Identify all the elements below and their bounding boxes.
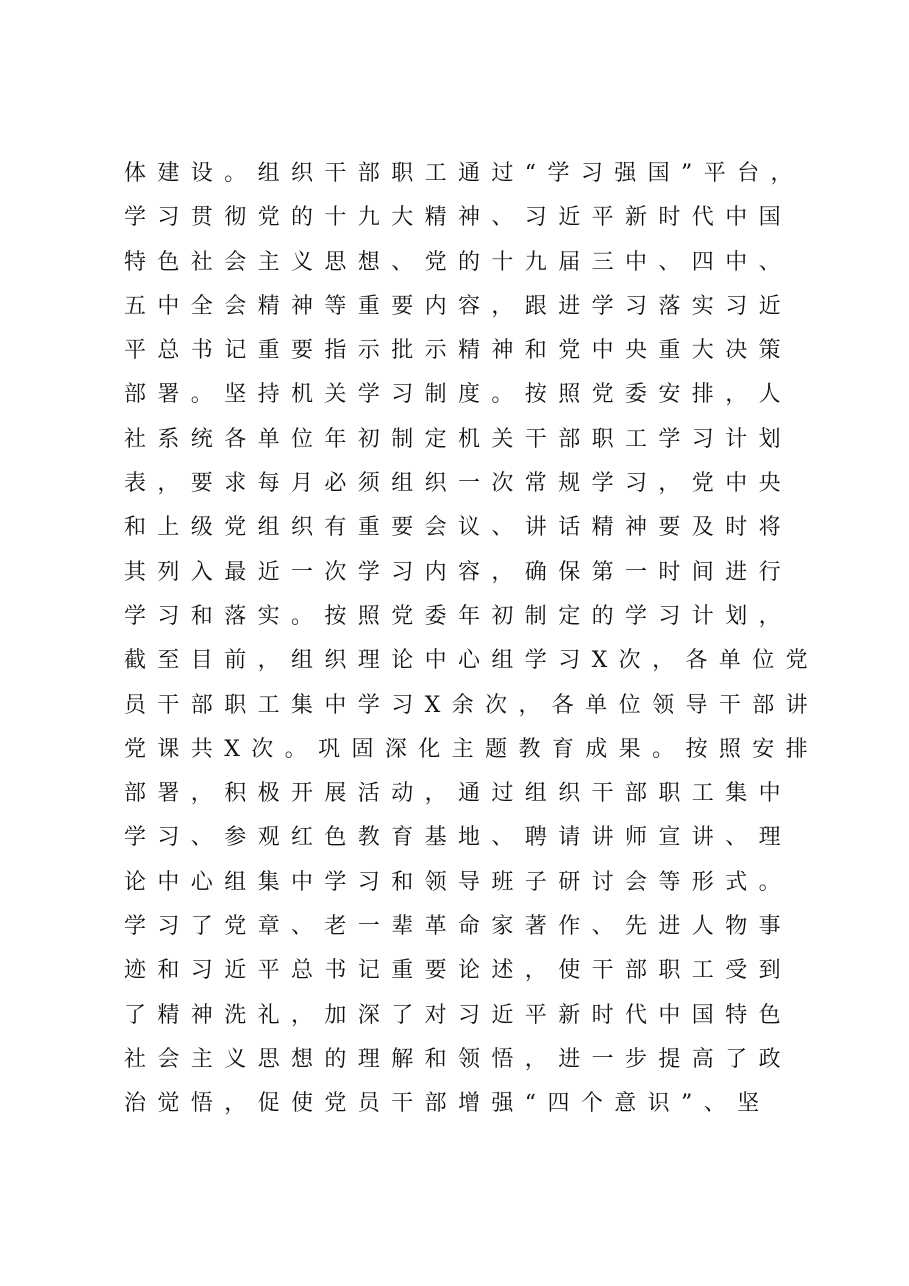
text-line: 员干部职工集中学习X余次，各单位领导干部讲 <box>124 692 820 718</box>
text-line: 表，要求每月必须组织一次常规学习，党中央 <box>124 471 793 497</box>
text-line: 和上级党组织有重要会议、讲话精神要及时将 <box>124 515 793 541</box>
text-line: 社会主义思想的理解和领悟，进一步提高了政 <box>124 1046 793 1072</box>
text-line: 论中心组集中学习和领导班子研讨会等形式。 <box>124 869 793 895</box>
text-line: 特色社会主义思想、党的十九届三中、四中、 <box>124 249 793 275</box>
text-line: 迹和习近平总书记重要论述，使干部职工受到 <box>124 958 793 984</box>
text-line: 部署，积极开展活动，通过组织干部职工集中 <box>124 781 793 807</box>
text-line: 学习、参观红色教育基地、聘请讲师宣讲、理 <box>124 825 793 851</box>
text-line: 党课共X次。巩固深化主题教育成果。按照安排 <box>124 736 820 762</box>
body-text <box>124 152 824 1127</box>
text-line: 学习贯彻党的十九大精神、习近平新时代中国 <box>124 205 793 231</box>
text-line: 平总书记重要指示批示精神和党中央重大决策 <box>124 338 793 364</box>
text-line: 其列入最近一次学习内容，确保第一时间进行 <box>124 559 793 585</box>
text-line: 学习了党章、老一辈革命家著作、先进人物事 <box>124 914 793 940</box>
text-line: 治觉悟，促使党员干部增强“四个意识”、坚 <box>124 1091 771 1117</box>
text-line: 社系统各单位年初制定机关干部职工学习计划 <box>124 426 793 452</box>
text-line: 部署。坚持机关学习制度。按照党委安排，人 <box>124 382 793 408</box>
text-line: 学习和落实。按照党委年初制定的学习计划， <box>124 603 793 629</box>
text-line: 了精神洗礼，加深了对习近平新时代中国特色 <box>124 1002 793 1028</box>
text-line: 五中全会精神等重要内容，跟进学习落实习近 <box>124 293 793 319</box>
text-line: 体建设。组织干部职工通过“学习强国”平台， <box>124 161 804 186</box>
text-line: 截至目前，组织理论中心组学习X次，各单位党 <box>124 648 820 674</box>
